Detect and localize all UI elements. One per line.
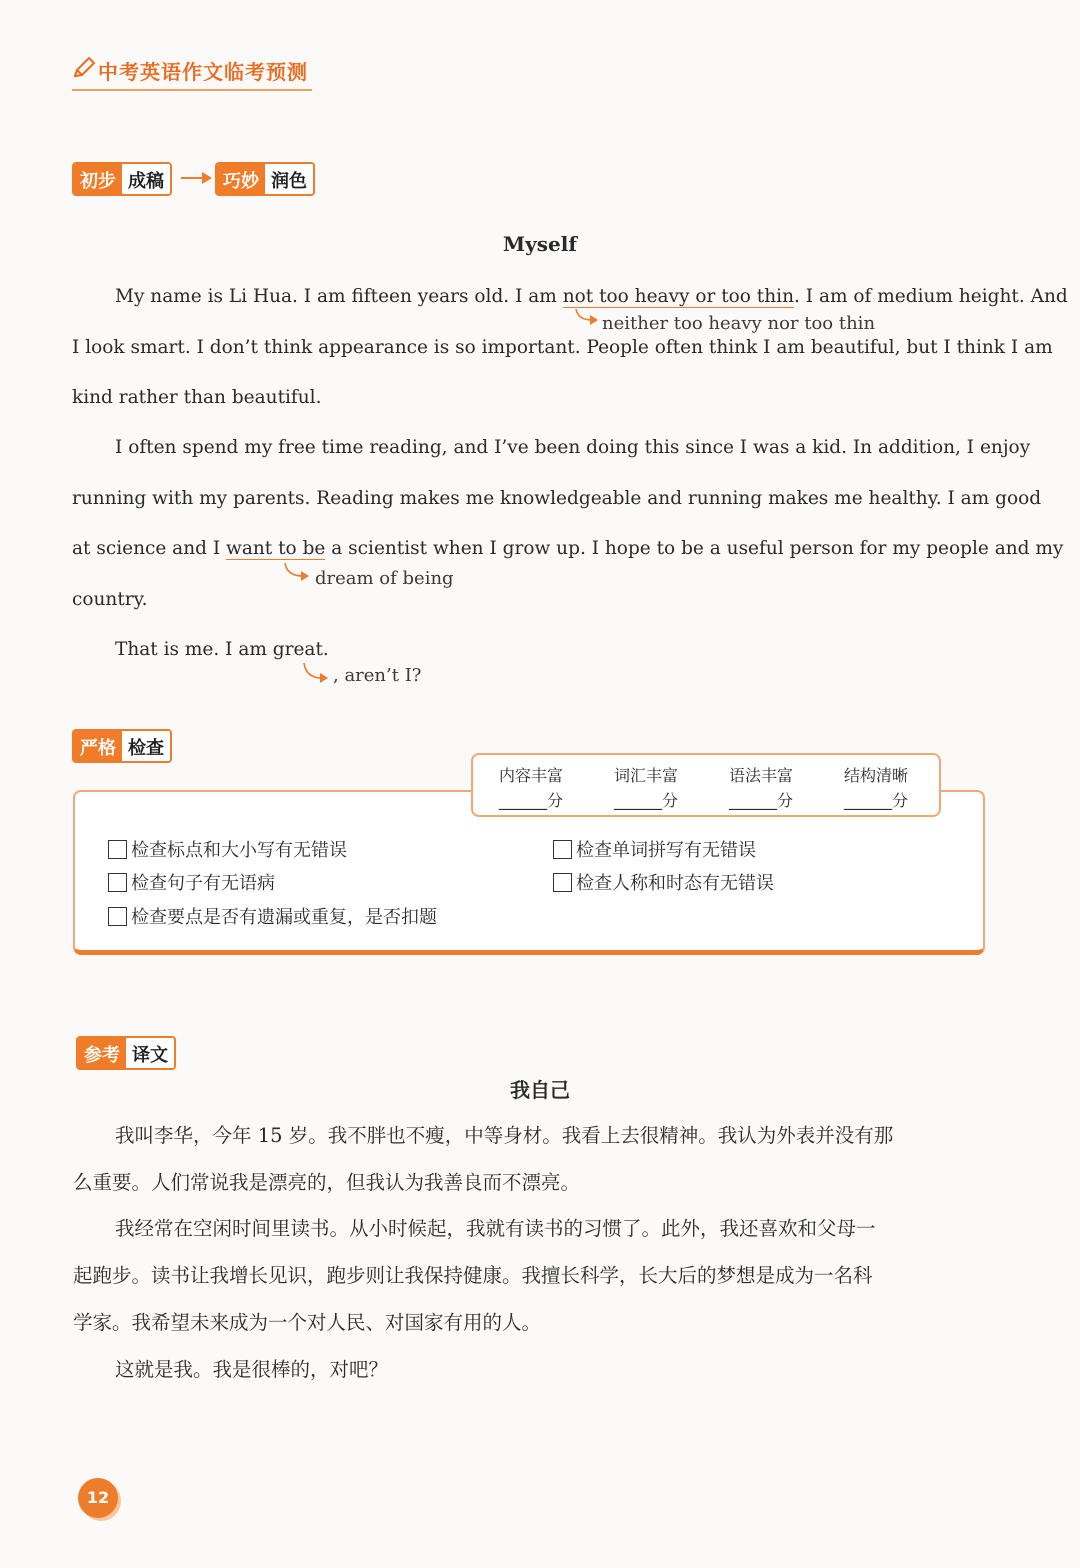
running-header — [72, 56, 312, 91]
translation-line: 么重要。人们常说我是漂亮的，但我认为我善良而不漂亮。 — [73, 1171, 581, 1194]
essay-p1-line1: My name is Li Hua. I am fifteen years old. I am not too heavy or too thin. I am of medium height. And — [115, 286, 1068, 307]
page-number: 12 — [78, 1478, 118, 1518]
translation-line: 我经常在空闲时间里读书。从小时候起，我就有读书的习惯了。此外，我还喜欢和父母一 — [115, 1217, 876, 1240]
score-vocabulary: 词汇丰富 ______分 — [614, 766, 679, 810]
essay-p2-line3: at science and I want to be a scientist when I grow up. I hope to be a useful person for my people and my — [72, 538, 1064, 559]
checklist-item[interactable]: 检查句子有无语病 — [108, 869, 275, 895]
essay-p1-line2: I look smart. I don’t think appearance is so important. People often think I am beautiful, but I think I am — [72, 337, 1053, 358]
section-badge-check: 严格 检查 — [72, 729, 172, 763]
checkbox[interactable] — [108, 840, 127, 859]
correction-arrow-icon — [283, 562, 311, 584]
section-badge-polish: 巧妙 润色 — [215, 162, 315, 196]
correction-1: neither too heavy nor too thin — [602, 313, 876, 334]
score-content: 内容丰富 ______分 — [499, 766, 564, 810]
correction-3: , aren’t I? — [333, 665, 422, 686]
section-badge-draft: 初步 成稿 — [72, 162, 172, 196]
correction-arrow-icon — [574, 308, 600, 328]
essay-p2-line4: country. — [72, 589, 148, 610]
header-title: 中考英语作文临考预测 — [98, 60, 308, 84]
essay-p2-line1: I often spend my free time reading, and I’ve been doing this since I was a kid. In addition, I enjoy — [115, 437, 1031, 458]
underlined-phrase: want to be — [226, 538, 326, 559]
checkbox[interactable] — [108, 907, 127, 926]
checkbox[interactable] — [553, 840, 572, 859]
checkbox[interactable] — [553, 873, 572, 892]
section-badge-translation: 参考 译文 — [76, 1036, 176, 1070]
checklist-item[interactable]: 检查单词拼写有无错误 — [553, 836, 756, 862]
correction-2: dream of being — [315, 568, 454, 589]
pencil-icon — [72, 56, 96, 80]
checklist-item[interactable]: 检查标点和大小写有无错误 — [108, 836, 347, 862]
score-structure: 结构清晰 ______分 — [844, 766, 909, 810]
translation-line: 学家。我希望未来成为一个对人民、对国家有用的人。 — [73, 1311, 542, 1334]
underlined-phrase: not too heavy or too thin — [562, 286, 794, 307]
checkbox[interactable] — [108, 873, 127, 892]
score-table — [471, 753, 941, 817]
essay-title: Myself — [503, 232, 577, 256]
essay-p3: That is me. I am great. — [115, 639, 329, 660]
checklist-item[interactable]: 检查人称和时态有无错误 — [553, 869, 774, 895]
translation-line: 我叫李华，今年 15 岁。我不胖也不瘦，中等身材。我看上去很精神。我认为外表并没有那 — [115, 1124, 894, 1147]
essay-p2-line2: running with my parents. Reading makes me knowledgeable and running makes me healthy. I am good — [72, 488, 1042, 509]
essay-p1-line3: kind rather than beautiful. — [72, 387, 322, 408]
arrow-right-icon — [180, 168, 214, 188]
translation-line: 起跑步。读书让我增长见识，跑步则让我保持健康。我擅长科学，长大后的梦想是成为一名科 — [73, 1264, 873, 1287]
checklist-item[interactable]: 检查要点是否有遗漏或重复，是否扣题 — [108, 903, 437, 929]
translation-title: 我自己 — [510, 1078, 570, 1102]
correction-arrow-icon — [302, 662, 330, 686]
translation-line: 这就是我。我是很棒的，对吧？ — [115, 1358, 389, 1381]
score-grammar: 语法丰富 ______分 — [729, 766, 794, 810]
